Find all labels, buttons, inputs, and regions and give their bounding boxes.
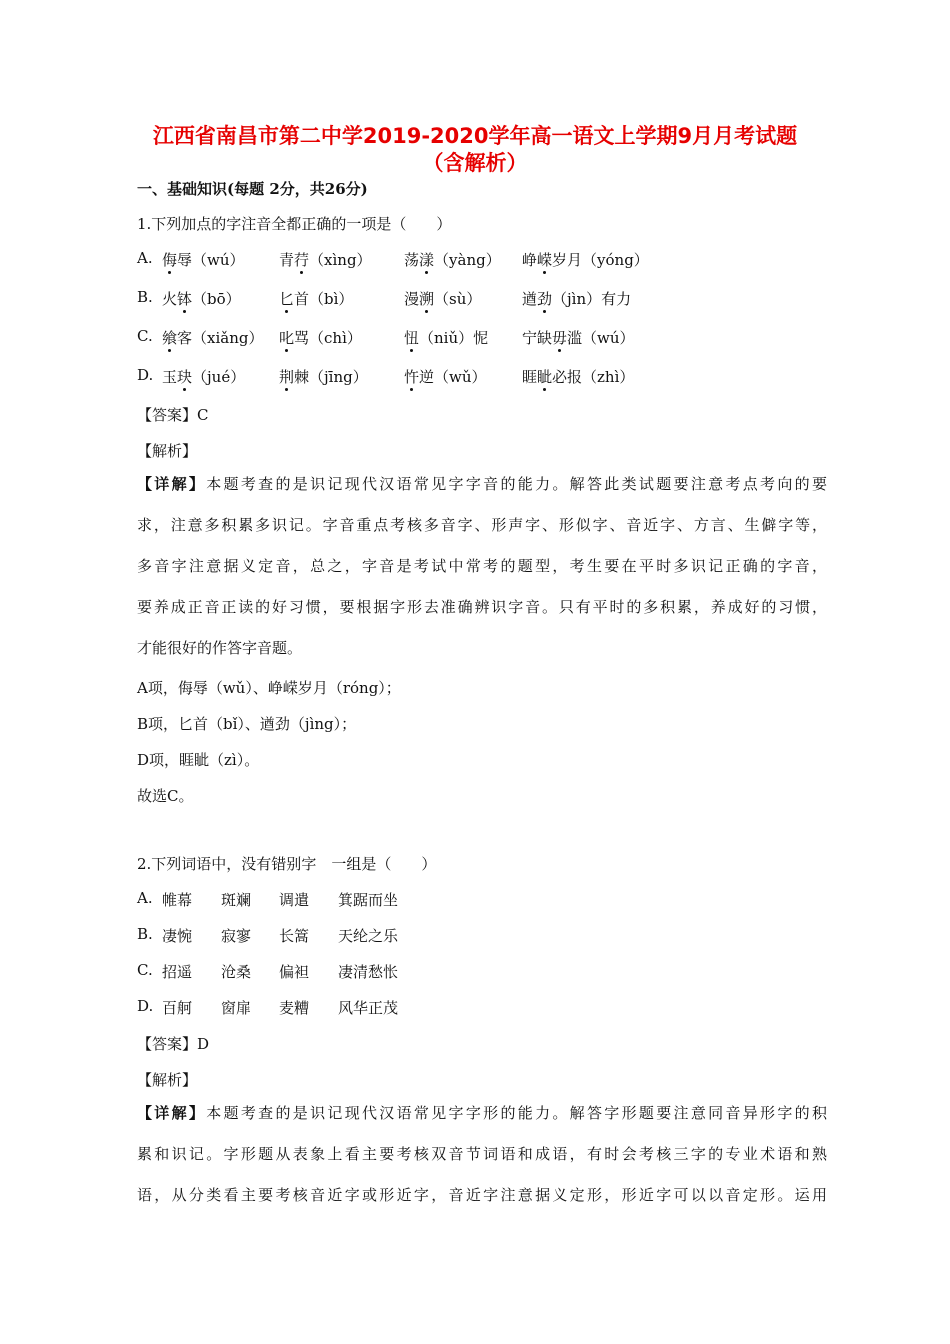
document-subtitle: （含解析） bbox=[422, 151, 528, 175]
detail-line: 语，从分类看主要考核音近字或形近字，音近字注意据义定形，形近字可以以音定形。运用 bbox=[137, 1186, 827, 1204]
option-a-item-1: 侮辱（wú） bbox=[162, 251, 245, 269]
option-d-item-4: 睚眦必报（zhì） bbox=[522, 368, 635, 386]
question-1-answer: 【答案】C bbox=[137, 406, 209, 424]
note-d: D项，睚眦（zì）。 bbox=[137, 751, 260, 769]
option-a-item-2: 青荇（xìng） bbox=[279, 251, 372, 269]
option-c-item-1: 招遥 bbox=[162, 963, 193, 981]
note-conclusion: 故选C。 bbox=[137, 787, 194, 805]
option-b-item-1: 火钵（bō） bbox=[162, 290, 241, 308]
option-c-item-1: 飨客（xiǎng） bbox=[162, 329, 264, 347]
note-b: B项，匕首（bǐ）、遒劲（jìng）； bbox=[137, 715, 357, 733]
option-d-item-2: 荆棘（jīng） bbox=[279, 368, 368, 386]
option-b-item-1: 凄惋 bbox=[162, 927, 193, 945]
question-2-answer: 【答案】D bbox=[137, 1035, 210, 1053]
option-d-item-1: 玉玦（jué） bbox=[162, 368, 246, 386]
section-heading: 一、基础知识(每题 2分，共26分) bbox=[137, 180, 368, 198]
option-b-item-4: 遒劲（jìn）有力 bbox=[522, 290, 632, 308]
note-a: A项，侮辱（wǔ）、峥嵘岁月（róng）； bbox=[137, 679, 401, 697]
detail-line: 【详解】本题考查的是识记现代汉语常见字字音的能力。解答此类试题要注意考点考向的要 bbox=[137, 475, 827, 493]
question-1-detail bbox=[137, 464, 827, 669]
question-1-analysis-label: 【解析】 bbox=[137, 442, 198, 460]
option-c-item-3: 偏袒 bbox=[279, 963, 310, 981]
option-d-label: D. bbox=[137, 997, 154, 1015]
question-2-stem: 2.下列词语中，没有错别字 一组是（ ） bbox=[137, 855, 437, 873]
detail-label: 【详解】 bbox=[137, 1104, 207, 1122]
option-b-label: B. bbox=[137, 925, 153, 943]
option-c-item-4: 宁缺毋滥（wú） bbox=[522, 329, 635, 347]
detail-line: 【详解】本题考查的是识记现代汉语常见字字形的能力。解答字形题要注意同音异形字的积 bbox=[137, 1104, 827, 1122]
option-b-item-2: 匕首（bì） bbox=[279, 290, 354, 308]
option-b-item-3: 长篙 bbox=[279, 927, 310, 945]
option-a-item-4: 箕踞而坐 bbox=[338, 891, 399, 909]
option-c-item-2: 叱骂（chì） bbox=[279, 329, 362, 347]
option-b-item-2: 寂寥 bbox=[221, 927, 252, 945]
option-c-item-4: 凄清愁怅 bbox=[338, 963, 399, 981]
option-a-label: A. bbox=[137, 889, 153, 907]
option-d-label: D. bbox=[137, 366, 154, 384]
detail-line: 才能很好的作答字音题。 bbox=[137, 639, 303, 657]
option-d-item-3: 忤逆（wǔ） bbox=[404, 368, 487, 386]
option-c-item-3: 忸（niǔ）怩 bbox=[404, 329, 489, 347]
option-a-label: A. bbox=[137, 249, 153, 267]
option-b-item-3: 漫溯（sù） bbox=[404, 290, 482, 308]
option-c-label: C. bbox=[137, 327, 153, 345]
detail-line: 累和识记。字形题从表象上看主要考核双音节词语和成语，有时会考核三字的专业术语和熟 bbox=[137, 1145, 827, 1163]
document-title: 江西省南昌市第二中学2019-2020学年高一语文上学期9月月考试题 bbox=[152, 124, 798, 148]
detail-line: 求，注意多积累多识记。字音重点考核多音字、形声字、形似字、音近字、方言、生僻字等， bbox=[137, 516, 827, 534]
option-a-item-3: 调遣 bbox=[279, 891, 310, 909]
detail-line: 要养成正音正读的好习惯，要根据字形去准确辨识字音。只有平时的多积累，养成好的习惯， bbox=[137, 598, 827, 616]
option-c-label: C. bbox=[137, 961, 153, 979]
option-b-item-4: 天纶之乐 bbox=[338, 927, 399, 945]
option-d-item-3: 麦糟 bbox=[279, 999, 310, 1017]
option-d-item-2: 窗扉 bbox=[221, 999, 252, 1017]
question-1-stem: 1.下列加点的字注音全都正确的一项是（ ） bbox=[137, 215, 452, 233]
question-2-analysis-label: 【解析】 bbox=[137, 1071, 198, 1089]
option-d-item-4: 风华正茂 bbox=[338, 999, 399, 1017]
detail-line: 多音字注意据义定音，总之，字音是考试中常考的题型，考生要在平时多识记正确的字音， bbox=[137, 557, 827, 575]
option-a-item-4: 峥嵘岁月（yóng） bbox=[522, 251, 649, 269]
option-c-item-2: 沧桑 bbox=[221, 963, 252, 981]
option-d-item-1: 百舸 bbox=[162, 999, 193, 1017]
detail-label: 【详解】 bbox=[137, 475, 207, 493]
question-2-detail bbox=[137, 1093, 827, 1216]
option-a-item-2: 斑斓 bbox=[221, 891, 252, 909]
option-a-item-1: 帷幕 bbox=[162, 891, 193, 909]
option-b-label: B. bbox=[137, 288, 153, 306]
option-a-item-3: 荡漾（yàng） bbox=[404, 251, 501, 269]
